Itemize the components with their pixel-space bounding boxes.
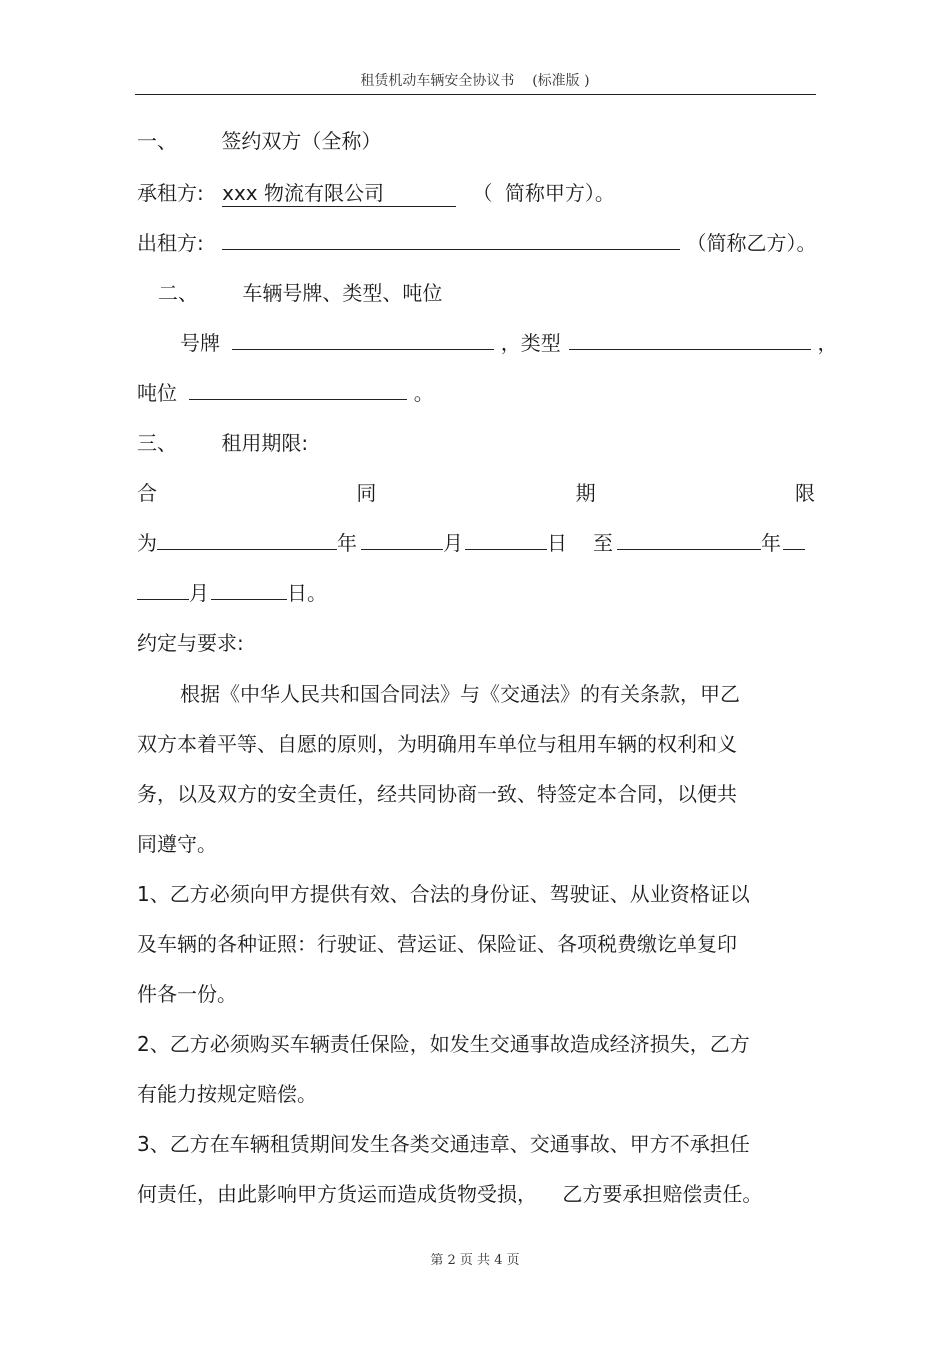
type-label: ，类型 (500, 331, 561, 355)
lessee-value: xxx 物流有限公司 (222, 180, 456, 207)
intro-line: 务，以及双方的安全责任，经共同协商一致、特签定本合同，以便共 (137, 782, 737, 806)
term-wei: 为 (137, 531, 157, 555)
item1-line: 件各一份。 (137, 982, 237, 1006)
start-month-blank[interactable] (361, 531, 443, 550)
end-year-label: 年 (761, 531, 781, 555)
term-char: 期 (575, 481, 596, 505)
end-month-label: 月 (189, 581, 209, 605)
lessor-blank[interactable] (222, 231, 680, 250)
lessee-line (137, 180, 615, 207)
item2-line: 有能力按规定赔偿。 (137, 1082, 317, 1106)
start-year-blank[interactable] (157, 531, 337, 550)
section2-title: 车辆号牌、类型、吨位 (242, 281, 443, 305)
start-day-blank[interactable] (465, 531, 547, 550)
section1-heading (137, 128, 381, 154)
intro-line: 双方本着平等、自愿的原则，为明确用车单位与租用车辆的权利和义 (137, 732, 737, 756)
term-char: 限 (794, 481, 815, 505)
term-spread-line (137, 480, 815, 506)
page-footer: 第 2 页 共 4 页 (430, 1253, 520, 1268)
section3-heading (137, 430, 308, 456)
lessee-suffix-open: （ (472, 181, 493, 205)
section1-number: 一、 (137, 129, 177, 153)
plate-label: 号牌 (180, 331, 220, 355)
plate-type-end: ， (817, 331, 838, 355)
end-month-blank-part2[interactable] (137, 581, 189, 600)
term-dates-line-2 (137, 580, 327, 606)
tonnage-label: 吨位 (137, 381, 177, 405)
section3-title: 租用期限: (221, 431, 309, 455)
type-blank[interactable] (569, 331, 811, 350)
end-day-blank[interactable] (211, 581, 287, 600)
tonnage-blank[interactable] (189, 381, 407, 400)
item3-line: 3、乙方在车辆租赁期间发生各类交通违章、交通事故、甲方不承担任 (137, 1132, 750, 1156)
lessee-suffix: 简称甲方）。 (504, 181, 615, 205)
item1-line: 1、乙方必须向甲方提供有效、合法的身份证、驾驶证、从业资格证以 (137, 882, 750, 906)
section2-heading (158, 280, 442, 306)
lessor-suffix: （简称乙方）。 (686, 231, 817, 255)
tonnage-line (137, 380, 434, 406)
term-char: 合 (137, 481, 157, 505)
lessor-label: 出租方: (137, 231, 204, 255)
lessor-line (137, 230, 816, 256)
start-month-label: 月 (443, 531, 463, 555)
end-month-blank-part1[interactable] (783, 531, 805, 550)
start-day-label: 日 (547, 531, 567, 555)
item1-line: 及车辆的各种证照：行驶证、营运证、保险证、各项税费缴讫单复印 (137, 932, 737, 956)
end-year-blank[interactable] (617, 531, 761, 550)
header-rule (135, 94, 816, 95)
section3-number: 三、 (137, 431, 177, 455)
plate-blank[interactable] (232, 331, 494, 350)
term-to: 至 (593, 531, 613, 555)
document-header-title: 租赁机动车辆安全协议书 (标准版 ) (360, 73, 590, 89)
section2-number: 二、 (158, 281, 198, 305)
section1-title: 签约双方（全称） (221, 129, 382, 153)
item3-line: 何责任，由此影响甲方货运而造成货物受损， 乙方要承担赔偿责任。 (137, 1182, 763, 1206)
term-dates-line (137, 530, 815, 556)
item2-line: 2、乙方必须购买车辆责任保险，如发生交通事故造成经济损失，乙方 (137, 1032, 750, 1056)
start-year-label: 年 (337, 531, 357, 555)
term-char: 同 (356, 481, 377, 505)
intro-line: 根据《中华人民共和国合同法》与《交通法》的有关条款，甲乙 (180, 682, 740, 706)
lessee-label: 承租方: (137, 181, 204, 205)
tonnage-end: 。 (413, 381, 434, 405)
intro-line: 同遵守。 (137, 832, 217, 856)
plate-type-line (180, 330, 837, 356)
end-day-label: 日。 (287, 581, 327, 605)
terms-heading: 约定与要求: (137, 631, 244, 655)
